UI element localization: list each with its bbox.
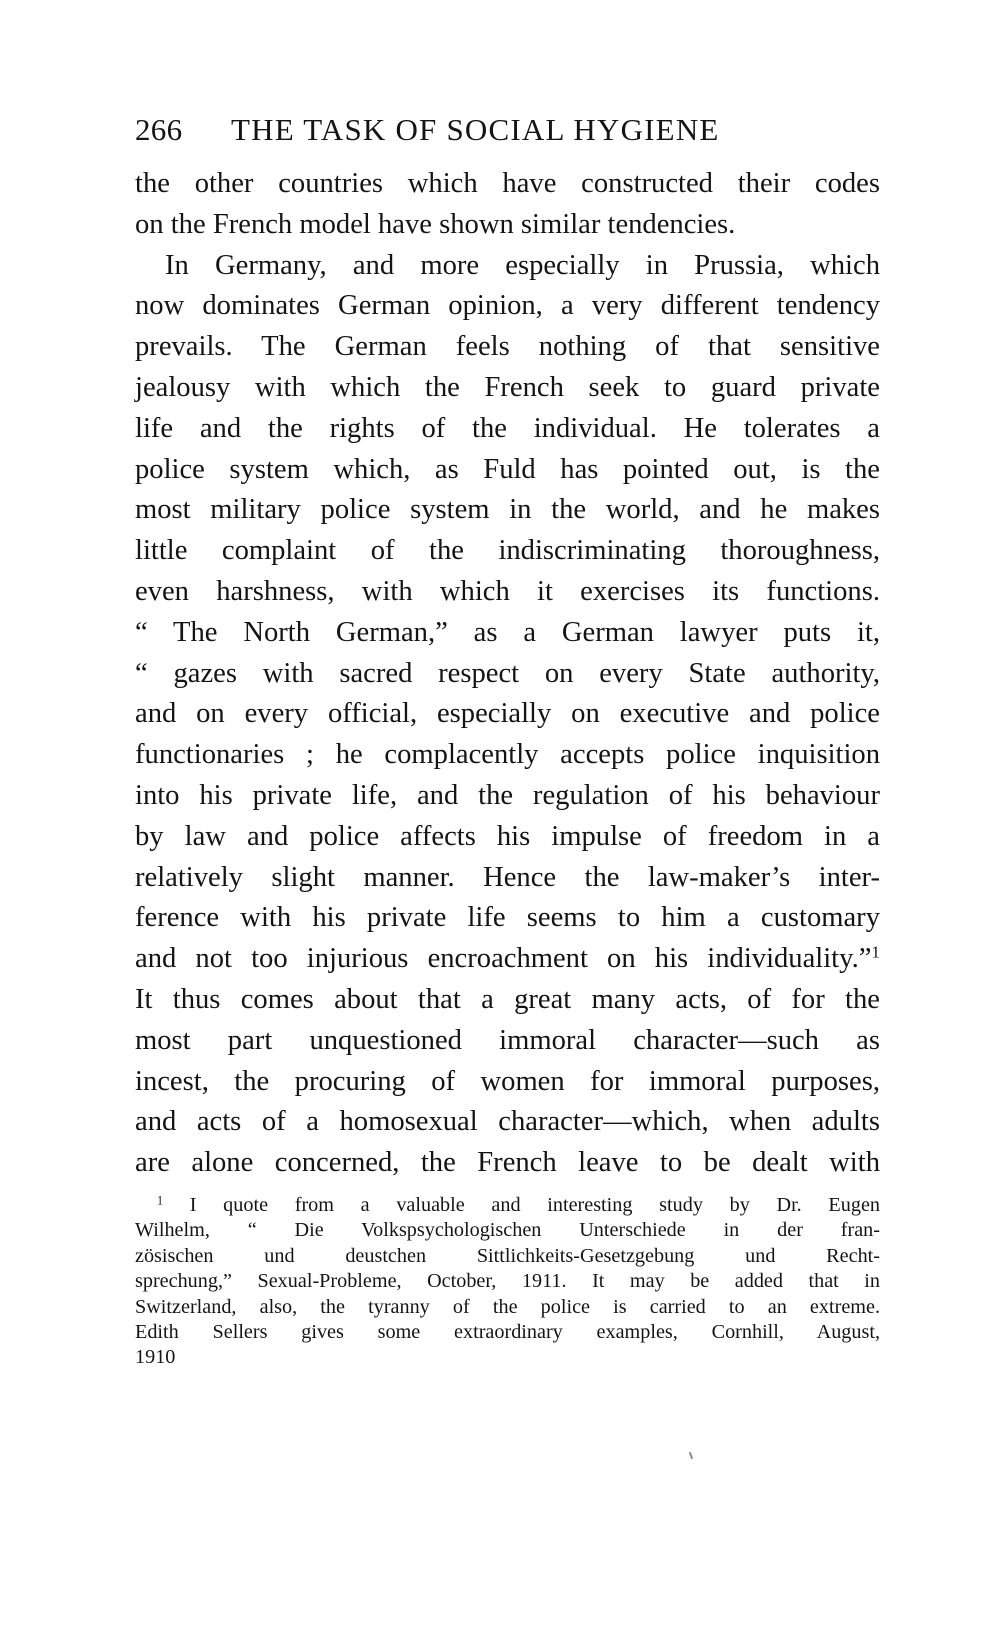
- scan-speck: [689, 1452, 693, 1459]
- footnote-line: Edith Sellers gives some extraordinary examples, Cornhill, August,: [135, 1320, 880, 1343]
- text-line-with-footnote-ref: [135, 939, 880, 980]
- footnote-marker: 1: [157, 1193, 164, 1208]
- text-line: prevails. The German feels nothing of that sensitive: [135, 331, 880, 363]
- text-line: by law and police affects his impulse of freedom in a: [135, 820, 880, 852]
- text-line: even harshness, with which it exercises its functions.: [135, 575, 880, 607]
- text-line: jealousy with which the French seek to guard private: [135, 371, 880, 403]
- text-line: “ gazes with sacred respect on every State authority,: [135, 657, 880, 689]
- footnote: [135, 1193, 880, 1371]
- text-line: “ The North German,” as a German lawyer puts it,: [135, 616, 880, 648]
- text-line: now dominates German opinion, a very different tendency: [135, 290, 880, 322]
- body-text: [135, 164, 880, 1184]
- footnote-line: 1910: [135, 1346, 176, 1369]
- text-line: It thus comes about that a great many acts, of for the: [135, 983, 880, 1015]
- footnote-line: [135, 1193, 880, 1218]
- text-line: ference with his private life seems to him a customary: [135, 902, 880, 934]
- text-line-content: and not too injurious encroachment on his individuality.”: [135, 943, 872, 975]
- text-line: life and the rights of the individual. He tolerates a: [135, 412, 880, 444]
- text-line: most part unquestioned immoral character—such as: [135, 1024, 880, 1056]
- footnote-line: Wilhelm, “ Die Volkspsychologischen Unterschiede in der fran-: [135, 1219, 880, 1242]
- text-line: police system which, as Fuld has pointed out, is the: [135, 453, 880, 485]
- running-title: THE TASK OF SOCIAL HYGIENE: [231, 112, 720, 147]
- text-line: most military police system in the world, and he makes: [135, 494, 880, 526]
- text-line: and acts of a homosexual character—which, when adults: [135, 1106, 880, 1138]
- footnote-line: zösischen und deustchen Sittlichkeits-Gesetzgebung und Recht-: [135, 1244, 880, 1267]
- text-line: into his private life, and the regulation of his behaviour: [135, 779, 880, 811]
- text-line: on the French model have shown similar tendencies.: [135, 208, 736, 240]
- text-line: In Germany, and more especially in Prussia, which: [165, 249, 880, 281]
- footnote-text: I quote from a valuable and interesting study by Dr. Eugen: [189, 1194, 880, 1216]
- footnote-reference: 1: [871, 942, 880, 962]
- text-line: and on every official, especially on executive and police: [135, 698, 880, 730]
- footnote-line: Switzerland, also, the tyranny of the police is carried to an extreme.: [135, 1295, 880, 1318]
- text-line: incest, the procuring of women for immoral purposes,: [135, 1065, 880, 1097]
- text-line: relatively slight manner. Hence the law-maker’s inter-: [135, 861, 880, 893]
- text-line: are alone concerned, the French leave to be dealt with: [135, 1147, 880, 1179]
- text-line: little complaint of the indiscriminating thoroughness,: [135, 535, 880, 567]
- text-line: the other countries which have constructed their codes: [135, 168, 880, 199]
- page-number: 266: [135, 112, 183, 147]
- text-line: functionaries ; he complacently accepts police inquisition: [135, 739, 880, 771]
- footnote-line: sprechung,” Sexual-Probleme, October, 1911. It may be added that in: [135, 1270, 880, 1293]
- running-header: [135, 108, 875, 152]
